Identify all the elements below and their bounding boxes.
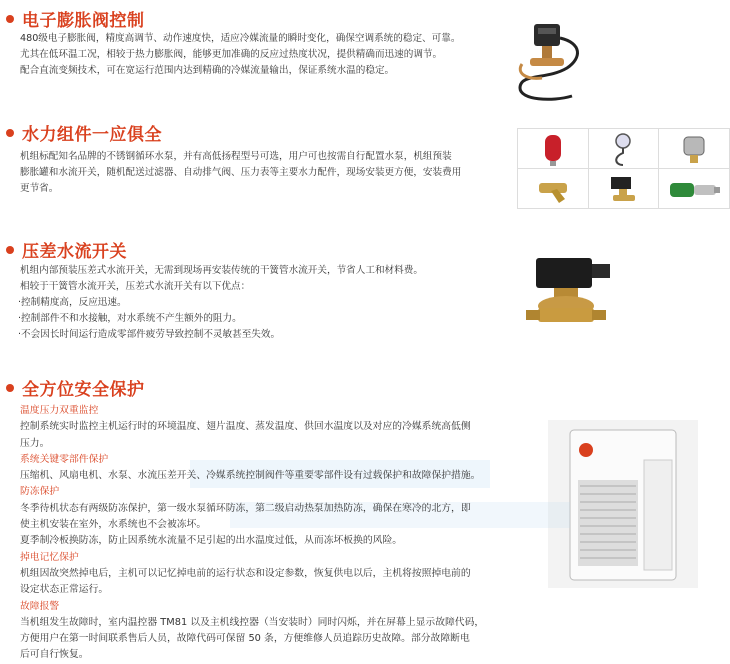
bullet-dot [6,246,14,254]
expansion-valve-text: 480级电子膨胀阀，精度高调节、动作速度快，适应冷媒流量的瞬时变化，确保空调系统的稳定、可靠。 尤其在低环温工况，相较于热力膨胀阀，能够更加准确的反应过热度状况，提供精确而迅速的调节。 配合直流变频技术，可在宽运行范围内达到精确的冷媒流量输出，保证系统水温的稳定。 [20,33,461,76]
section-title-hydraulic: 水力组件一应俱全 [6,120,162,145]
bullet-dot [6,129,14,137]
water-pump-image [659,169,730,209]
hydraulic-text: 机组标配知名品牌的不锈钢循环水泵，并有高低扬程型号可选，用户可也按需自行配置水泵，机组预装 膨胀罐和水流开关，随机配送过滤器、自动排气阀、压力表等主要水力配件，现场安装更方便，安装费用 更节省。 [20,151,462,194]
bullet-dot [6,15,14,23]
flow-switch-text: 机组内部预装压差式水流开关，无需到现场再安装传统的干簧管水流开关，节省人工和材料费。 相较于干簧管水流开关，压差式水流开关有以下优点： ·控制精度高，反应迅速。 ·控制部件不和水接触，对水系统不产生额外的阻力。 ·不会因长时间运行造成零部件疲劳导致控制不灵敏甚至失效。 [18,265,423,340]
bullet-dot [6,384,14,392]
y-filter-image [518,169,589,209]
section-title-flow-switch: 压差水流开关 [6,237,127,262]
hydraulic-components-grid [517,128,730,209]
expansion-valve-image [512,18,588,108]
differential-pressure-switch-image [524,248,624,338]
flow-switch-image [589,169,660,209]
air-vent-valve-image [659,129,730,169]
pressure-gauge-image [589,129,660,169]
section-title-safety: 全方位安全保护 [6,375,145,400]
expansion-tank-image [518,129,589,169]
section-title-expansion-valve: 电子膨胀阀控制 [6,6,145,31]
safety-text: 温度压力双重监控 控制系统实时监控主机运行时的环境温度、翅片温度、蒸发温度、供回水温度以及对应的冷媒系统高低侧 压力。 系统关键零部件保护 压缩机、风扇电机、水泵、水流压差开关、冷媒系统控制阀件等重要零部件设有过载保护和故障保护措施。 防冻保护 冬季待机状态有两级防冻保护，第一级水泵循环防冻，第二级启动热泵加热防冻，确保在寒冷的北方，即 使主机安装在室外，水系统也不会被冻坏。 夏季制冷板换防冻，防止因系统水流量不足引起的出水温度过低，从而冻坏板换的风险。 掉电记忆保护 机组因故突然掉电后，主机可以记忆掉电前的运行状态和设定参数，恢复供电以后，主机将按照掉电前的 设定状态正常运行。 故障报警 当机组发生故障时，室内温控器 TM81 以及主机线控器（当安装时）同时闪烁，并在屏幕上显示故障代码， 方便用户在第一时间联系售后人员，故障代码可保留 50 条，方便维修人员追踪历史故障。部分故障断电 后可自行恢复。 [20,405,485,661]
